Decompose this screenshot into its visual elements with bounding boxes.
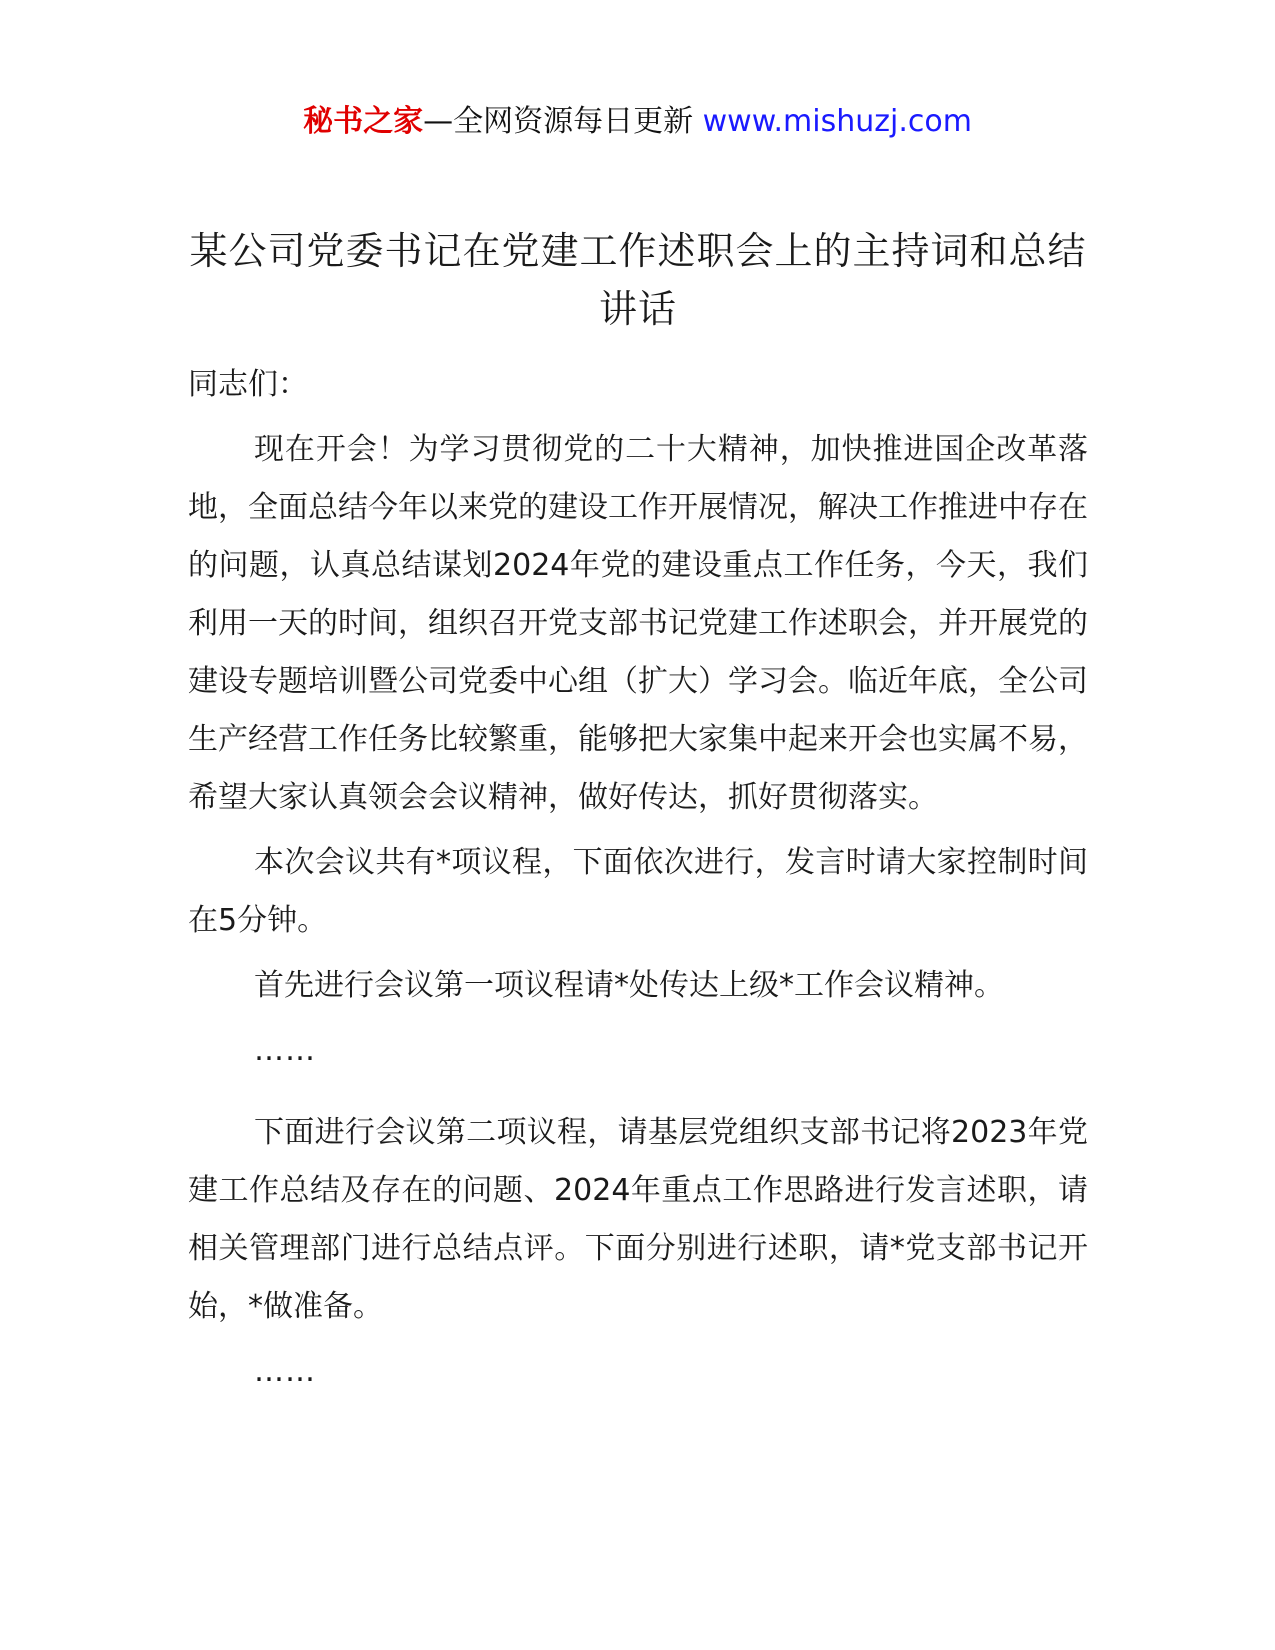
- salutation: 同志们：: [188, 367, 308, 402]
- paragraph: 本次会议共有*项议程，下面依次进行，发言时请大家控制时间在5分钟。: [188, 845, 1088, 938]
- document-body: [188, 356, 1088, 1425]
- ellipsis: ……: [254, 1354, 316, 1389]
- brand-name: 秘书之家: [303, 104, 424, 139]
- paragraph: 现在开会！为学习贯彻党的二十大精神，加快推进国企改革落地，全面总结今年以来党的建设工作开展情况，解决工作推进中存在的问题，认真总结谋划2024年党的建设重点工作任务，今天，我们利用一天的时间，组织召开党支部书记党建工作述职会，并开展党的建设专题培训暨公司党委中心组（扩大）学习会。临近年底，全公司生产经营工作任务比较繁重，能够把大家集中起来开会也实属不易，希望大家认真领会会议精神，做好传达，抓好贯彻落实。: [188, 432, 1088, 815]
- document-title: 某公司党委书记在党建工作述职会上的主持词和总结讲话: [189, 229, 1087, 331]
- site-slogan: —全网资源每日更新: [423, 104, 694, 139]
- site-header: [0, 100, 1275, 144]
- paragraph: 首先进行会议第一项议程请*处传达上级*工作会议精神。: [254, 968, 1004, 1003]
- ellipsis: ……: [254, 1033, 316, 1068]
- paragraph: 下面进行会议第二项议程，请基层党组织支部书记将2023年党建工作总结及存在的问题、2024年重点工作思路进行发言述职，请相关管理部门进行总结点评。下面分别进行述职，请*党支部书记开始，*做准备。: [188, 1115, 1088, 1324]
- site-url-link[interactable]: www.mishuzj.com: [702, 104, 972, 139]
